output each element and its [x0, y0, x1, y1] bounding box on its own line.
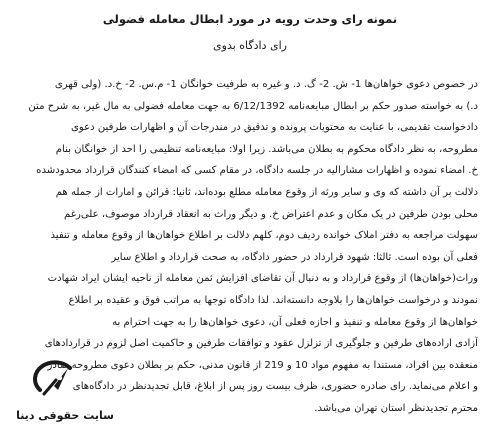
body-line: مطروحه، به نظر دادگاه محکوم به بطلان می‌باشد. زیرا اولا: مبایعه‌نامه تنظیمی را احد از خوانگان بنام	[55, 143, 478, 155]
document-title: نمونه رای وحدت رویه در مورد ابطال معامله فضولی	[102, 12, 398, 26]
pen-nib-circle-icon	[32, 360, 78, 398]
body-line: آزادی اراده‌های طرفین و جلوگیری از تزلزل عقود و توافقات طرفین و حاکمیت اصل لزوم در قراردادهای	[44, 338, 478, 350]
body-line: دادخواست تقدیمی، با عنایت به محتویات پرونده و تدقیق در مندرجات آن و اظهارات طرفین دعوی	[71, 122, 478, 134]
watermark-text: سایت حقوقی دینا	[6, 408, 124, 424]
body-line: خواهان‌ها از وقوع معامله و تنفیذ و اجازه فعلی آن، دعوی خواهان‌ها را به جهت احترام به	[112, 316, 478, 328]
body-line: وراث(خواهان‌ها) از وقوع قرارداد و به دنبال آن تقاضای افزایش ثمن معامله از ناحیه ایشان ایراد شهادت	[47, 273, 478, 285]
body-line: دلالت بر آن داشته که وی و سایر ورثه از وقوع معامله مطلع بوده‌اند، ثانیا: قرائن و امارات از جمله هم	[55, 186, 478, 198]
body-line: خ. امضاء نموده و اظهارات مشارالیه در جلسه دادگاه، در مقام کسی که امضاء کنندگان قرارداد محدودشده	[36, 165, 478, 177]
body-line: نمودند و درخواست خواهان‌ها را بلاوجه دانسته‌اند. لذا دادگاه توجها به مراتب فوق و عقیده بر اطلاع	[68, 294, 478, 306]
body-line: محلی بودن طرفین در یک مکان و عدم اعتراض خ. و دیگر وراث به انعقاد قرارداد موصوف، علی‌رغم	[63, 208, 478, 220]
body-line: سهولت مراجعه به دفتر املاک خوانده ردیف دوم، کلهم دلالت بر اطلاع خواهان‌ها از وقوع معامله و تنفیذ	[50, 230, 478, 242]
body-line: منعقده بین افراد، مستندا به مفهوم مواد 10 و 219 از قانون مدنی، حکم بر بطلان دعوی مطروحه صادر	[47, 359, 478, 371]
document-subtitle: رای دادگاه بدوی	[213, 39, 287, 52]
body-line: د.) به خواسته صدور حکم بر ابطال مبایعه‌نامه 6/12/1392 به جهت معامله فضولی به مال غیر، به شرح متن	[28, 100, 478, 112]
body-line: محترم تجدیدنظر استان تهران می‌باشد.	[314, 402, 478, 414]
site-watermark	[6, 360, 124, 424]
body-line: و اعلام می‌نماید. رای صادره حضوری، ظرف بیست روز پس از ابلاغ، قابل تجدیدنظر در دادگاه‌های	[72, 381, 478, 393]
body-line: فعلی آن بوده است. ثالثا: شهود قرارداد در حضور دادگاه، به صحت قرارداد و اطلاع سایر	[111, 251, 478, 263]
body-line: در خصوص دعوی خواهان‌ها 1- ش. 2- گ. د. و غیره به طرفیت خوانگان 1- م.س. 2- خ.د. (ولی قهری	[54, 79, 478, 90]
